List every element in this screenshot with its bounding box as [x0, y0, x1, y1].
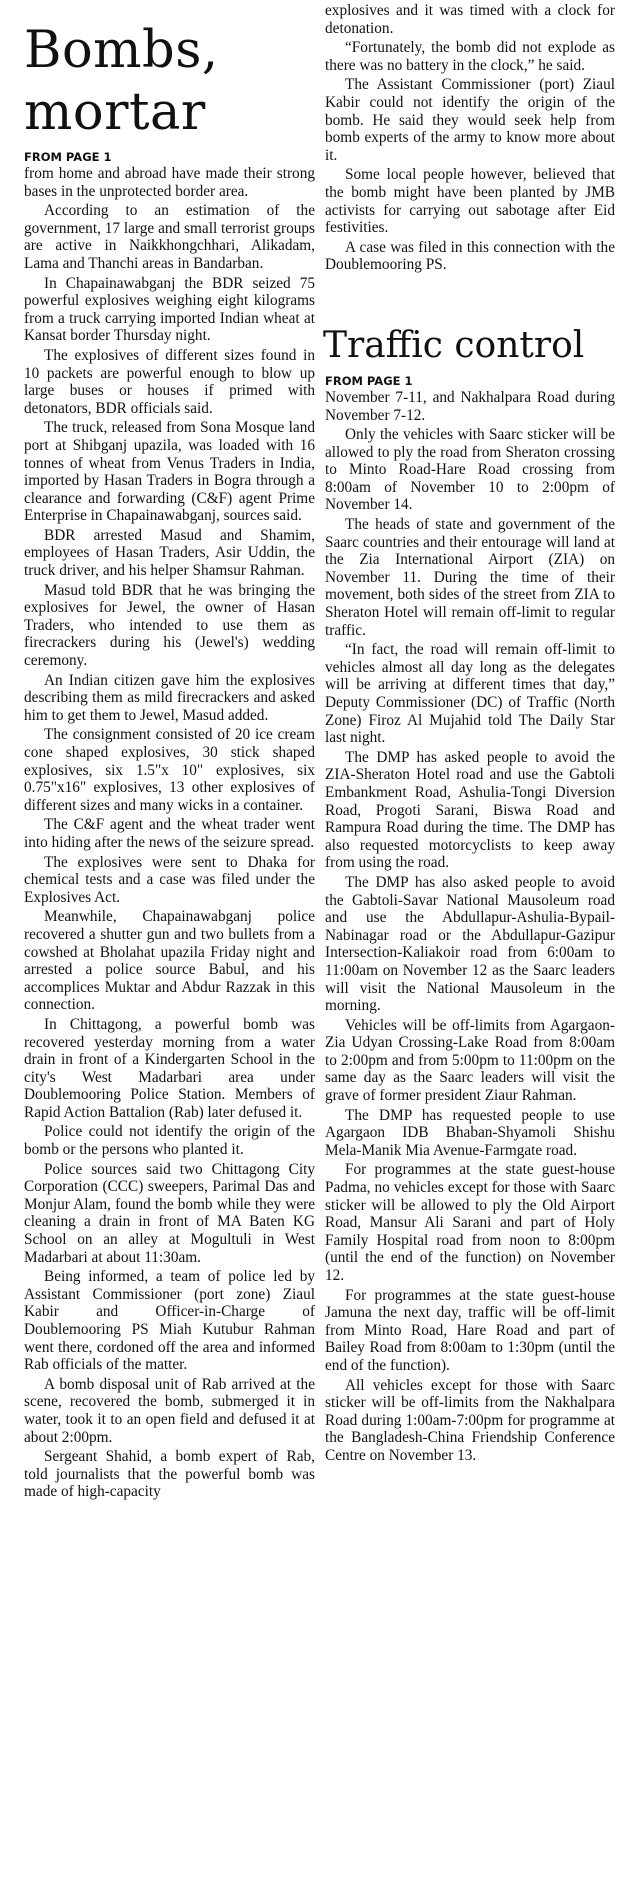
paragraph: The heads of state and government of the Saarc countries and their entourage will land at the Zia International Airport (ZIA) on November 11. During the time of their movement, both sides of the street from ZIA to Sheraton Hotel will remain off-limit to regular traffic.	[325, 516, 615, 639]
paragraph: “In fact, the road will remain off-limit to vehicles almost all day long as the delegates will be arriving at different times that day,” Deputy Commissioner (DC) of Traffic (North Zone) Firoz Al Mujahid told The Daily Star last night.	[325, 641, 615, 747]
paragraph: Only the vehicles with Saarc sticker will be allowed to ply the road from Sheraton crossing to Minto Road-Hare Road crossing from 8:00am of November 10 to 2:00pm of November 14.	[325, 426, 615, 514]
right-column	[325, 0, 615, 1467]
paragraph: The DMP has also asked people to avoid the Gabtoli-Savar National Mausoleum road and use the Abdullapur-Ashulia-Bypail-Nabinagar road or the Abdullapur-Gazipur Intersection-Kaliakoir road from 6:00am to 11:00am on November 12 as the Saarc leaders will visit the National Mausoleum in the morning.	[325, 873, 615, 1015]
paragraph: The truck, released from Sona Mosque land port at Shibganj upazila, was loaded with 16 tonnes of wheat from Venus Traders in India, imported by Hasan Traders in Bogra through a clearance and forwarding (C&F) agent Prime Enterprise in Chapainawabganj, sources said.	[24, 419, 315, 525]
paragraph: In Chapainawabganj the BDR seized 75 powerful explosives weighing eight kilograms from a truck carrying imported Indian wheat at Kansat border Thursday night.	[24, 274, 315, 345]
paragraph: The DMP has requested people to use Agargaon IDB Bhaban-Shyamoli Shishu Mela-Manik Mia Avenue-Farmgate road.	[325, 1106, 615, 1159]
paragraph: A bomb disposal unit of Rab arrived at the scene, recovered the bomb, submerged it in water, took it to an open field and defused it at about 2:00pm.	[24, 1375, 315, 1446]
paragraph: In Chittagong, a powerful bomb was recovered yesterday morning from a water drain in front of a Kindergarten School in the city's West Madarbari area under Doublemooring Police Station. Members of Rapid Action Battalion (Rab) later defused it.	[24, 1015, 315, 1121]
traffic-kicker: FROM PAGE 1	[325, 373, 413, 388]
traffic-body	[325, 389, 615, 1465]
paragraph: explosives and it was timed with a clock for detonation.	[325, 2, 615, 37]
bombs-headline: Bombs, mortar	[24, 21, 219, 142]
left-column	[24, 0, 315, 1503]
paragraph: Vehicles will be off-limits from Agargaon-Zia Udyan Crossing-Lake Road from 8:00am to 2:00pm and from 5:00pm to 11:00pm on the same day as the Saarc leaders will visit the grave of former president Ziaur Rahman.	[325, 1016, 615, 1105]
paragraph: November 7-11, and Nakhalpara Road during November 7-12.	[325, 388, 615, 424]
bombs-body-left	[24, 165, 315, 1501]
paragraph: from home and abroad have made their strong bases in the unprotected border area.	[24, 165, 315, 200]
paragraph: Police could not identify the origin of the bomb or the persons who planted it.	[24, 1123, 315, 1159]
paragraph: The C&F agent and the wheat trader went into hiding after the news of the seizure spread.	[24, 816, 315, 851]
paragraph: According to an estimation of the government, 17 large and small terrorist groups are active in Naikkhongchhari, Alikadam, Lama and Thanchi areas in Bandarban.	[24, 202, 315, 272]
paragraph: For programmes at the state guest-house Padma, no vehicles except for those with Saarc sticker will be allowed to ply the Old Airport Road, Mansur Ali Sarani and part of Holy Family Hospital road from noon to 8:00pm (until the end of the function) on November 12.	[325, 1161, 615, 1284]
paragraph: Meanwhile, Chapainawabganj police recovered a shutter gun and two bullets from a cowshed at Bholahat upazila Friday night and arrested a police source Babul, and his accomplices Muktar and Abdur Razzak in this connection.	[24, 908, 315, 1014]
paragraph: The DMP has asked people to avoid the ZIA-Sheraton Hotel road and use the Gabtoli Embankment Road, Ashulia-Tongi Diversion Road, Progoti Sarani, Biswa Road and Rampura Road during the time. The DMP has also requested motorcyclists to keep away from using the road.	[325, 748, 615, 872]
bombs-kicker: FROM PAGE 1	[24, 150, 112, 164]
paragraph: Masud told BDR that he was bringing the explosives for Jewel, the owner of Hasan Traders, who intended to use them as firecrackers during his (Jewel's) wedding ceremony.	[24, 581, 315, 670]
paragraph: All vehicles except for those with Saarc sticker will be off-limits from the Nakhalpara Road during 1:00am-7:00pm for programme at the Bangladesh-China Friendship Conference Centre on November 13.	[325, 1376, 615, 1464]
paragraph: Sergeant Shahid, a bomb expert of Rab, told journalists that the powerful bomb was made of high-capacity	[24, 1448, 315, 1501]
paragraph: The explosives were sent to Dhaka for chemical tests and a case was filed under the Explosives Act.	[24, 853, 315, 906]
paragraph: Police sources said two Chittagong City Corporation (CCC) sweepers, Parimal Das and Monjur Alam, found the bomb while they were cleaning a drain in front of MA Baten KG School on an alley at Mogultuli in West Madarbari at about 11:30am.	[24, 1160, 315, 1266]
paragraph: The consignment consisted of 20 ice cream cone shaped explosives, 30 stick shaped explosives, six 1.5"x 10" explosives, six 0.75"x16" explosives, 13 other explosives of different sizes and many wicks in a container.	[24, 726, 315, 814]
paragraph: For programmes at the state guest-house Jamuna the next day, traffic will be off-limit from Minto Road, Hare Road and part of Bailey Road from 8:00am to 1:30pm (until the end of the function).	[325, 1286, 615, 1374]
traffic-headline: Traffic control	[323, 324, 585, 366]
paragraph: Being informed, a team of police led by Assistant Commissioner (port zone) Ziaul Kabir and Officer-in-Charge of Doublemooring PS Miah Kutubur Rahman went there, cordoned off the area and informed Rab officials of the matter.	[24, 1268, 315, 1374]
paragraph: Some local people however, believed that the bomb might have been planted by JMB activists for carrying out sabotage after Eid festivities.	[325, 166, 615, 237]
paragraph: An Indian citizen gave him the explosives describing them as mild firecrackers and asked him to get them to Jewel, Masud added.	[24, 671, 315, 724]
paragraph: A case was filed in this connection with the Doublemooring PS.	[325, 238, 615, 274]
traffic-article	[325, 324, 615, 1465]
paragraph: “Fortunately, the bomb did not explode as there was no battery in the clock,” he said.	[325, 39, 615, 74]
paragraph: The Assistant Commissioner (port) Ziaul Kabir could not identify the origin of the bomb. He said they would seek help from bomb experts of the army to know more about it.	[325, 76, 615, 164]
paragraph: BDR arrested Masud and Shamim, employees of Hasan Traders, Asir Uddin, the truck driver, and his helper Shamsur Rahman.	[24, 526, 315, 580]
bombs-body-right	[325, 2, 615, 274]
paragraph: The explosives of different sizes found in 10 packets are powerful enough to blow up large buses or houses if primed with detonators, BDR officials said.	[24, 346, 315, 417]
